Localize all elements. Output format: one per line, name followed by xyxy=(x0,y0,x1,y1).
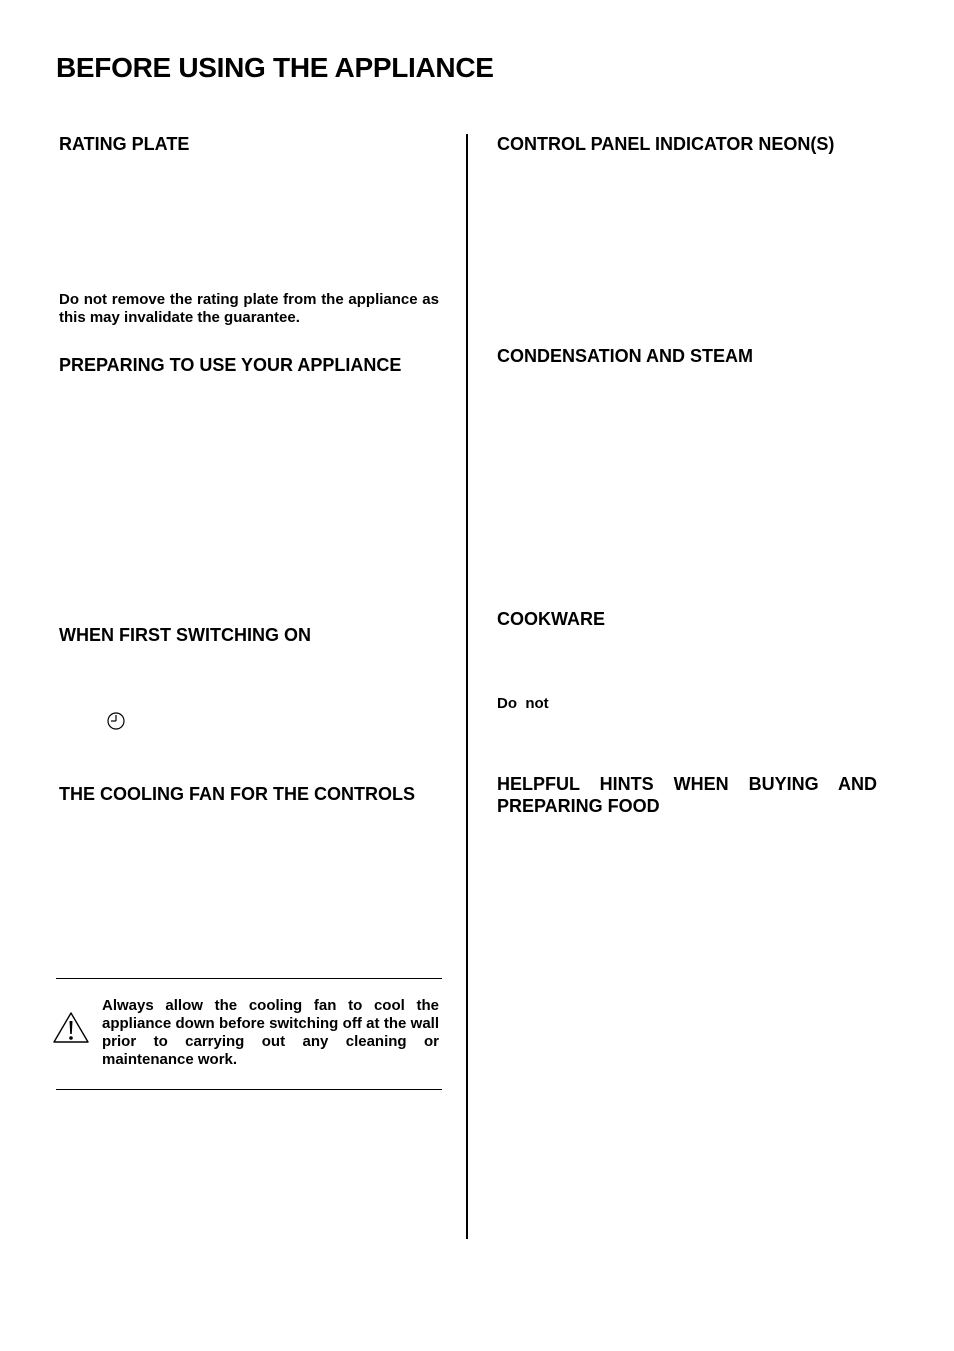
preparing-heading: PREPARING TO USE YOUR APPLIANCE xyxy=(59,355,402,375)
condensation-heading: CONDENSATION AND STEAM xyxy=(497,346,753,366)
cooling-fan-heading: THE COOLING FAN FOR THE CONTROLS xyxy=(59,784,415,804)
hints-heading-line2: PREPARING FOOD xyxy=(497,796,660,816)
first-switching-heading: WHEN FIRST SWITCHING ON xyxy=(59,625,311,645)
rating-plate-heading: RATING PLATE xyxy=(59,134,190,154)
warning-triangle-icon xyxy=(52,1011,90,1045)
page-title: BEFORE USING THE APPLIANCE xyxy=(56,52,494,83)
neons-heading: CONTROL PANEL INDICATOR NEON(S) xyxy=(497,134,835,154)
warning-top-rule xyxy=(56,978,442,979)
rating-plate-note: Do not remove the rating plate from the appliance as this may invalidate the guarantee. xyxy=(59,291,439,326)
hints-heading-line1: HELPFUL HINTS WHEN BUYING AND xyxy=(497,774,877,794)
cookware-heading: COOKWARE xyxy=(497,609,605,629)
clock-icon xyxy=(106,711,126,731)
cookware-fragment: Do not xyxy=(497,695,549,712)
warning-bottom-rule xyxy=(56,1089,442,1090)
column-divider xyxy=(466,134,468,1239)
warning-text: Always allow the cooling fan to cool the appliance down before switching off at the wall prior to carrying out any cleaning or maintenance work. xyxy=(102,997,439,1068)
